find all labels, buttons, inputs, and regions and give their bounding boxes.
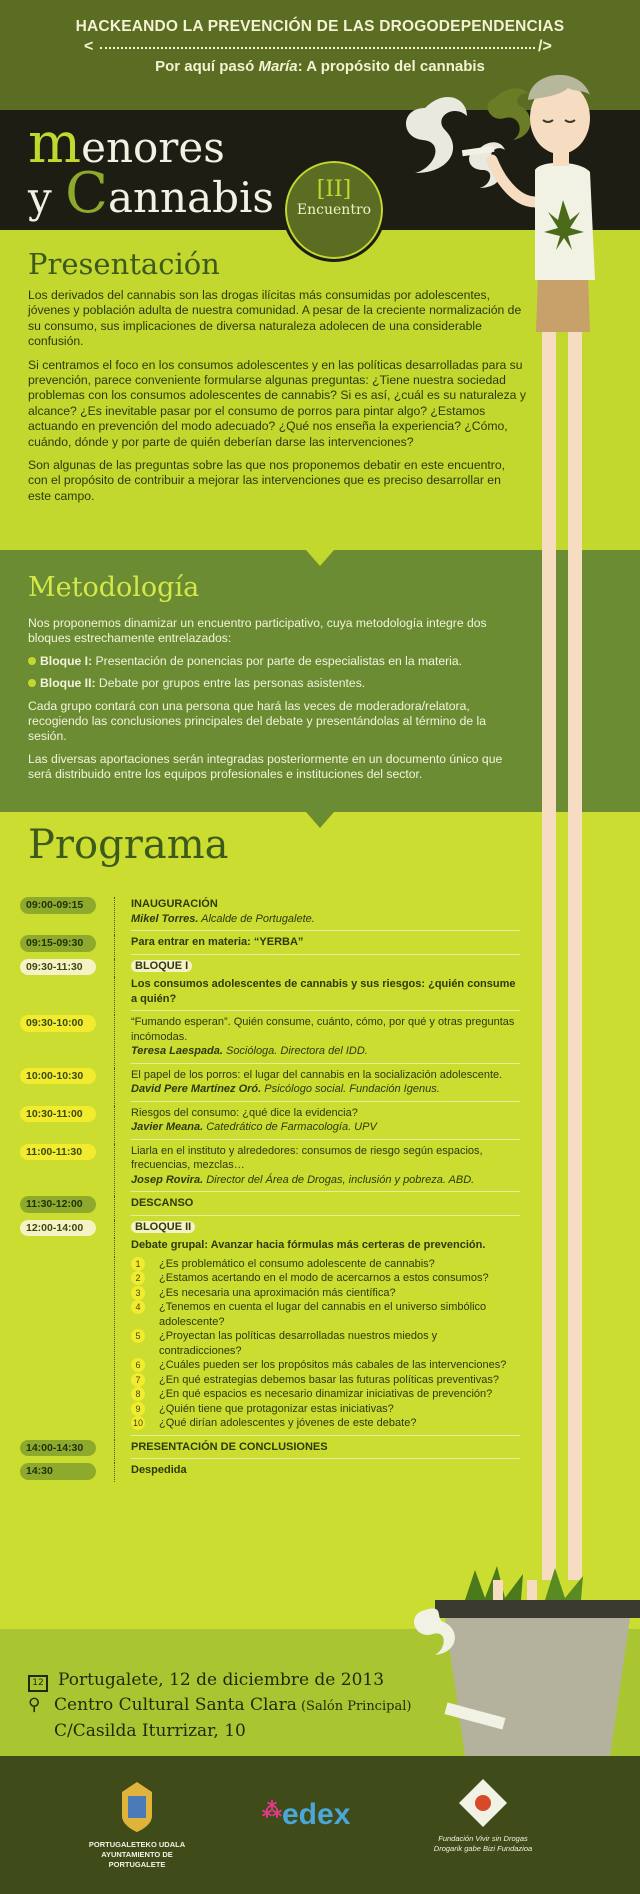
schedule-row: 11:00-11:30 Liarla en el instituto y alrededores: consumos de riesgo según espacios, frecuencias, mezclas… Josep Rovira. Director del Área de Drogas, inclusión y pobreza. ABD. bbox=[20, 1144, 520, 1197]
question-item: 1 ¿Es problemático el consumo adolescente de cannabis? bbox=[131, 1257, 520, 1272]
presentacion-paragraph: Son algunas de las preguntas sobre las que nos proponemos debatir en este encuentro, con el propósito de contribuir a mejorar las intervenciones que es preciso desarrollar en este campo. bbox=[28, 458, 505, 503]
question-item: 2 ¿Estamos acertando en el modo de acercarnos a estos consumos? bbox=[131, 1271, 520, 1286]
time-pill: 11:00-11:30 bbox=[20, 1144, 96, 1161]
metodologia-paragraph: Cada grupo contará con una persona que hará las veces de moderadora/relatora, recogiendo las conclusiones principales del debate y presentándolas al término de la sesión. bbox=[28, 698, 486, 744]
time-pill: 09:30-10:00 bbox=[20, 1015, 96, 1032]
time-pill: 11:30-12:00 bbox=[20, 1196, 96, 1213]
bullet-icon bbox=[28, 679, 36, 687]
bloque2-item: Bloque II: Debate por grupos entre las personas asistentes. bbox=[28, 676, 526, 691]
time-pill: 09:30-11:30 bbox=[20, 959, 96, 976]
time-pill: 10:30-11:00 bbox=[20, 1106, 96, 1123]
schedule-row: 09:30-11:30 BLOQUE I bbox=[20, 959, 520, 978]
schedule-row: 14:00-14:30 PRESENTACIÓN DE CONCLUSIONES bbox=[20, 1440, 520, 1464]
schedule-row: 09:15-09:30 Para entrar en materia: “YERBA” bbox=[20, 935, 520, 959]
section-notch bbox=[306, 812, 334, 828]
schedule-row: 09:30-10:00 “Fumando esperan”. Quién consume, cuánto, cómo, por qué y otras preguntas incómodas. Teresa Laespada. Socióloga. Directora del IDD. bbox=[20, 1015, 520, 1068]
calendar-icon: 12 bbox=[28, 1675, 48, 1692]
coat-of-arms-icon bbox=[112, 1778, 162, 1834]
time-pill: 09:15-09:30 bbox=[20, 935, 96, 952]
dotted-divider bbox=[100, 47, 535, 49]
badge-number: [II] bbox=[316, 177, 352, 202]
bloque1-item: Bloque I: Presentación de ponencias por parte de especialistas en la materia. bbox=[28, 654, 526, 669]
question-item: 3 ¿Es necesaria una aproximación más científica? bbox=[131, 1286, 520, 1301]
metodologia-intro: Nos proponemos dinamizar un encuentro participativo, cuya metodología integre dos bloques estrechamente entrelazados: bbox=[28, 616, 487, 646]
time-pill: 09:00-09:15 bbox=[20, 897, 96, 914]
programa-schedule bbox=[20, 897, 520, 1482]
question-item: 8 ¿En qué espacios es necesario dinamizar iniciativas de prevención? bbox=[131, 1387, 520, 1402]
metodologia-paragraph: Las diversas aportaciones serán integradas posteriormente en un documento único que será distribuido entre los equipos profesionales e instituciones del sector. bbox=[28, 751, 503, 782]
programa-heading: Programa bbox=[28, 822, 229, 868]
logo-title-line2: y Cannabis bbox=[28, 161, 274, 226]
fundacion-emblem-icon bbox=[458, 1778, 508, 1828]
question-item: 9 ¿Quién tiene que protagonizar estas iniciativas? bbox=[131, 1402, 520, 1417]
schedule-row: 11:30-12:00 DESCANSO bbox=[20, 1196, 520, 1220]
event-address: C/Casilda Iturrizar, 10 bbox=[54, 1721, 246, 1741]
presentacion-paragraph: Si centramos el foco en los consumos adolescentes y en las políticas desarrolladas para su prevención, parece conveniente formularse algunas preguntas: ¿Tiene nuestra sociedad problemas con los consumos adolescentes de cannabis? Si es así, ¿cuál es su naturaleza y alcance? ¿Es inevitable pasar por el consumo de porros para pintar algo? ¿Estamos actuando en prevención del modo adecuado? ¿Qué nos enseña la experiencia? ¿Cómo, cuándo, dónde y por parte de quién deberían darse las intervenciones? bbox=[28, 357, 526, 449]
section-notch bbox=[306, 550, 334, 566]
event-subtitle: Por aquí pasó María: A propósito del cannabis bbox=[155, 58, 485, 75]
schedule-row: 12:00-14:00 BLOQUE II bbox=[20, 1220, 520, 1239]
close-bracket: /> bbox=[538, 38, 552, 55]
schedule-row: 14:30 Despedida bbox=[20, 1463, 520, 1482]
question-item: 4 ¿Tenemos en cuenta el lugar del cannabis en el universo simbólico adolescente? bbox=[131, 1300, 520, 1329]
open-bracket: < bbox=[84, 38, 94, 55]
time-pill: 12:00-14:00 bbox=[20, 1220, 96, 1237]
question-item: 6 ¿Cuáles pueden ser los propósitos más cabales de las intervenciones? bbox=[131, 1358, 520, 1373]
event-series-title: HACKEANDO LA PREVENCIÓN DE LAS DROGODEPENDENCIAS bbox=[75, 18, 565, 35]
bullet-icon bbox=[28, 657, 36, 665]
logo-title-line1: menores bbox=[28, 111, 225, 176]
presentacion-heading: Presentación bbox=[28, 247, 220, 281]
schedule-row: Debate grupal: Avanzar hacia fórmulas más certeras de prevención. bbox=[20, 1238, 520, 1257]
schedule-row: 09:00-09:15 INAUGURACIÓN Mikel Torres. Alcalde de Portugalete. bbox=[20, 897, 520, 935]
time-pill: 14:30 bbox=[20, 1463, 96, 1480]
presentacion-paragraph: Los derivados del cannabis son las drogas ilícitas más consumidas por adolescentes, jóvenes y población adulta de nuestra comunidad. A pesar de la creciente normalización de su consumo, sus implicaciones de diversa naturaleza adolecen de una considerable confusión. bbox=[28, 288, 522, 349]
question-item: 5 ¿Proyectan las políticas desarrolladas nuestros miedos y contradicciones? bbox=[131, 1329, 520, 1358]
presentacion-body bbox=[28, 288, 526, 512]
edex-logo: ⁂edex bbox=[262, 1798, 351, 1831]
time-pill: 10:00-10:30 bbox=[20, 1068, 96, 1085]
badge-label: Encuentro bbox=[296, 202, 372, 218]
questions-row bbox=[20, 1257, 520, 1440]
schedule-row: 10:30-11:00 Riesgos del consumo: ¿qué dice la evidencia? Javier Meana. Catedrático de Farmacología. UPV bbox=[20, 1106, 520, 1144]
debate-questions bbox=[131, 1257, 520, 1436]
location-pin-icon: ⚲ bbox=[28, 1695, 41, 1715]
question-item: 10 ¿Qué dirían adolescentes y jóvenes de este debate? bbox=[132, 1417, 417, 1429]
metodologia-heading: Metodología bbox=[28, 572, 200, 603]
time-pill: 14:00-14:30 bbox=[20, 1440, 96, 1457]
schedule-row: Los consumos adolescentes de cannabis y sus riesgos: ¿quién consume a quién? bbox=[20, 977, 520, 1015]
plant-pot-illustration bbox=[405, 1560, 640, 1760]
encuentro-badge bbox=[282, 158, 386, 262]
schedule-row: 10:00-10:30 El papel de los porros: el lugar del cannabis en la socialización adolescente. David Pere Martínez Oró. Psicólogo social. Fundación Igenus. bbox=[20, 1068, 520, 1106]
fundacion-logo: Fundación Vivir sin Drogas Drogarik gabe Bizi Fundazioa bbox=[418, 1778, 548, 1854]
event-date: 12 Portugalete, 12 de diciembre de 2013 bbox=[28, 1668, 411, 1693]
metodologia-body bbox=[28, 616, 526, 790]
question-item: 7 ¿En qué estrategias debemos basar las futuras políticas preventivas? bbox=[131, 1373, 520, 1388]
event-venue: ⚲ Centro Cultural Santa Clara (Salón Principal) bbox=[28, 1693, 411, 1719]
event-info bbox=[28, 1668, 411, 1744]
portugalete-logo: PORTUGALETEKO UDALA AYUNTAMIENTO DE PORTUGALETE bbox=[82, 1778, 192, 1870]
